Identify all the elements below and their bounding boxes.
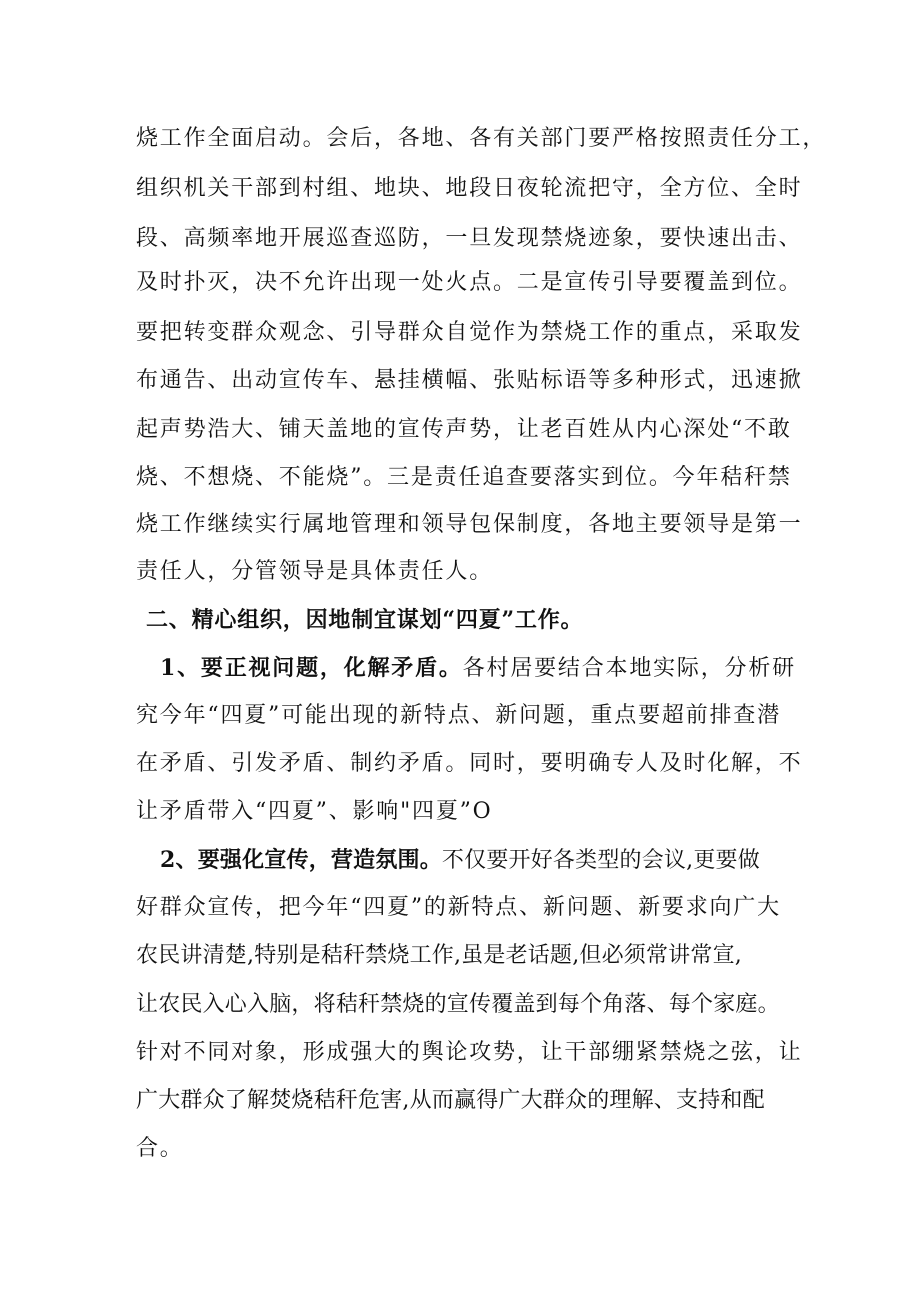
- paragraph-line: 要把转变群众观念、引导群众自觉作为禁烧工作的重点，采取发: [136, 320, 803, 345]
- paragraph-line: 农民讲清楚,特别是秸秆禁烧工作,虽是老话题,但必须常讲常宣,: [136, 943, 742, 968]
- paragraph-line: 针对不同对象，形成强大的舆论攻势，让干部绷紧禁烧之弦，让: [136, 1040, 803, 1065]
- paragraph-line: 烧、不想烧、不能烧”。三是责任追查要落实到位。今年秸秆禁: [136, 465, 792, 490]
- paragraph-line: 烧工作继续实行属地管理和领导包保制度，各地主要领导是第一: [136, 512, 803, 537]
- item1-title: 1、要正视问题，化解矛盾。: [160, 655, 463, 681]
- paragraph-line: 责任人，分管领导是具体责任人。: [136, 559, 494, 584]
- paragraph-line: 组织机关干部到村组、地块、地段日夜轮流把守，全方位、全时: [136, 176, 803, 201]
- paragraph-line: 让农民入心入脑，将秸秆禁烧的宣传覆盖到每个角落、每个家庭。: [136, 992, 780, 1017]
- item2-text: 不仅要开好各类型的会议,更要做: [441, 848, 760, 873]
- paragraph-line: 烧工作全面启动。会后，各地、各有关部门要严格按照责任分工，: [136, 126, 827, 151]
- paragraph-line: 究今年“四夏”可能出现的新特点、新问题，重点要超前排查潜: [136, 703, 781, 728]
- paragraph-line: 及时扑灭，决不允许出现一处火点。二是宣传引导要覆盖到位。: [136, 270, 803, 295]
- item1-first-line: [160, 653, 796, 684]
- paragraph-line: 在矛盾、引发矛盾、制约矛盾。同时，要明确专人及时化解，不: [136, 751, 803, 776]
- paragraph-line: 合。: [136, 1136, 184, 1161]
- paragraph-line: 布通告、出动宣传车、悬挂横幅、张贴标语等多种形式，迅速掀: [136, 368, 803, 393]
- paragraph-line: 段、高频率地开展巡查巡防，一旦发现禁烧迹象，要快速出击、: [136, 226, 803, 251]
- section-heading: 二、精心组织，因地制宜谋划“四夏”工作。: [146, 607, 584, 633]
- paragraph-line: 广大群众了解焚烧秸秆危害,从而赢得广大群众的理解、支持和配: [136, 1088, 765, 1113]
- item2-first-line: [160, 845, 760, 876]
- paragraph-line: 好群众宣传，把今年“四夏”的新特点、新问题、新要求向广大: [136, 895, 781, 920]
- paragraph-line: 让矛盾带入“四夏”、影响"四夏”O: [136, 799, 493, 824]
- item1-text: 各村居要结合本地实际，分析研: [462, 656, 796, 681]
- item2-title: 2、要强化宣传，营造氛围。: [160, 847, 442, 873]
- paragraph-line: 起声势浩大、铺天盖地的宣传声势，让老百姓从内心深处“不敢: [136, 417, 792, 442]
